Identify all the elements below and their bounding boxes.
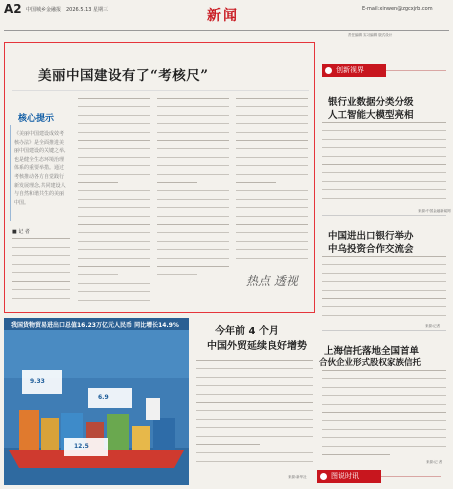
story-2-source: 来源:记者: [425, 324, 441, 328]
body-text-line: [157, 199, 229, 200]
trade-infographic: [4, 318, 189, 485]
section-title: 新闻: [207, 8, 239, 24]
contact-email: E-mail:xinwen@zgcxjrb.com: [362, 6, 433, 12]
body-text-line: [78, 165, 150, 166]
body-text-line: [236, 148, 308, 149]
body-text-line: [157, 274, 197, 275]
body-text-line: [196, 402, 313, 403]
body-text-line: [78, 123, 150, 124]
body-text-line: [78, 106, 150, 107]
body-text-line: [157, 258, 229, 259]
body-text-line: [322, 420, 446, 421]
story-divider: [322, 215, 446, 216]
body-text-line: [12, 272, 70, 273]
story-3-headline-2: 合伙企业形式股权家族信托: [319, 358, 422, 368]
body-text-line: [157, 174, 229, 175]
body-text-line: [236, 123, 308, 124]
body-text-line: [157, 241, 229, 242]
body-text-line: [157, 165, 229, 166]
body-text-line: [157, 123, 229, 124]
body-text-line: [236, 132, 308, 133]
body-text-line: [322, 454, 390, 455]
body-text-line: [236, 165, 308, 166]
body-text-line: [78, 216, 150, 217]
body-text-line: [236, 174, 308, 175]
body-text-line: [78, 300, 150, 301]
editors-line: 责任编辑 实习编辑 版式设计: [348, 33, 393, 37]
infographic-title: 我国货物贸易进出口总值16.23万亿元人民币 同比增长14.9%: [11, 322, 179, 329]
story-1-headline-1: 银行业数据分类分级: [328, 97, 414, 108]
story-3-source: 来源:记 者: [426, 460, 443, 464]
body-text-line: [322, 404, 446, 405]
body-text-line: [236, 106, 308, 107]
body-text-line: [236, 157, 308, 158]
bullet-icon: [325, 67, 332, 74]
photo-news-tag: [317, 470, 449, 483]
paper-date: 2026.5.13 星期三: [66, 7, 109, 13]
body-text-line: [322, 156, 446, 157]
body-text-line: [157, 148, 229, 149]
infographic-value-3: 12.5: [74, 443, 89, 450]
body-text-line: [236, 258, 308, 259]
story-1-source: 来源:中国金融新闻网: [418, 209, 451, 213]
body-text-line: [322, 395, 446, 396]
infographic-value-1: 9.33: [30, 378, 45, 385]
body-text-line: [322, 130, 446, 131]
body-text-line: [78, 98, 150, 99]
body-text-line: [236, 232, 308, 233]
body-text-line: [157, 132, 229, 133]
hot-topic-stamp: 热点 透视: [246, 274, 298, 288]
body-text-line: [157, 98, 229, 99]
body-text-line: [196, 427, 313, 428]
body-text-line: [322, 437, 446, 438]
body-text-line: [12, 264, 70, 265]
bottom-headline-2: 中国外贸延续良好增势: [207, 341, 307, 352]
body-text-line: [78, 232, 150, 233]
body-text-line: [322, 181, 446, 182]
masthead: [0, 0, 453, 38]
body-text-line: [322, 172, 446, 173]
body-text-line: [196, 452, 313, 453]
innovation-tag: [322, 64, 446, 77]
body-text-line: [157, 157, 229, 158]
body-text-line: [196, 461, 313, 462]
body-text-line: [322, 315, 446, 316]
body-text-line: [157, 216, 229, 217]
core-tip-heading: [12, 110, 70, 124]
body-text-line: [236, 199, 308, 200]
body-text-line: [322, 412, 446, 413]
body-text-line: [322, 387, 446, 388]
body-text-line: [157, 249, 229, 250]
body-text-line: [196, 419, 313, 420]
tag-badge: [317, 470, 381, 483]
body-text-line: [236, 98, 308, 99]
body-text-line: [322, 139, 446, 140]
body-text-line: [12, 238, 70, 239]
body-text-line: [236, 224, 308, 225]
body-text-line: [322, 429, 446, 430]
bottom-headline-1: 今年前 4 个月: [215, 326, 279, 337]
body-text-line: [196, 360, 313, 361]
body-text-line: [196, 444, 260, 445]
body-text-line: [157, 232, 229, 233]
body-text-line: [322, 256, 446, 257]
bottom-article-source: 来源:新华社: [288, 475, 307, 479]
tag-label: 创新视界: [336, 66, 364, 74]
body-text-line: [322, 306, 446, 307]
body-text-line: [78, 157, 150, 158]
body-text-line: [322, 298, 446, 299]
body-text-line: [12, 298, 70, 299]
body-text-line: [322, 164, 446, 165]
body-text-line: [78, 249, 150, 250]
body-text-line: [196, 410, 313, 411]
bullet-icon: [320, 473, 327, 480]
body-text-line: [157, 140, 229, 141]
body-text-line: [78, 274, 118, 275]
body-text-line: [157, 115, 229, 116]
story-1-headline-2: 人工智能大模型亮相: [328, 110, 414, 121]
story-divider: [322, 330, 446, 331]
body-text-line: [322, 290, 446, 291]
body-text-line: [78, 190, 150, 191]
body-text-line: [196, 377, 313, 378]
body-text-line: [157, 207, 229, 208]
body-text-line: [236, 207, 308, 208]
body-text-line: [157, 190, 229, 191]
body-text-line: [196, 385, 313, 386]
body-text-line: [78, 148, 150, 149]
body-text-line: [322, 446, 446, 447]
body-text-line: [78, 207, 150, 208]
body-text-line: [78, 115, 150, 116]
byline: ■ 记 者: [12, 229, 30, 235]
body-text-line: [12, 255, 70, 256]
body-text-line: [157, 224, 229, 225]
infographic-value-2: 6.9: [98, 394, 109, 401]
body-text-line: [78, 182, 118, 183]
core-tip-text: 《美丽中国建设成效考核办法》是全面推进美丽中国建设的关键之举,也是健全生态环境治理体系的重要举措。通过考核推动各方自觉践行新发展理念,共同建设人与自然和谐共生的美丽中国。: [14, 131, 66, 206]
body-text-line: [322, 281, 446, 282]
body-text-line: [157, 182, 197, 183]
container-ship-illustration: [4, 318, 189, 485]
body-text-line: [236, 182, 276, 183]
body-text-line: [322, 378, 446, 379]
body-text-line: [78, 140, 150, 141]
body-text-line: [236, 249, 308, 250]
body-text-line: [322, 273, 446, 274]
body-text-line: [78, 258, 150, 259]
core-tip-label: 核心提示: [18, 114, 55, 124]
story-2-headline-2: 中乌投资合作交流会: [328, 244, 414, 255]
body-text-line: [78, 224, 150, 225]
body-text-line: [196, 394, 313, 395]
body-text-line: [78, 241, 150, 242]
body-text-line: [12, 281, 70, 282]
headline-rule: [12, 90, 309, 91]
body-text-line: [157, 266, 229, 267]
body-text-line: [236, 241, 308, 242]
body-text-line: [78, 174, 150, 175]
body-text-line: [78, 266, 150, 267]
header-rule: [4, 30, 449, 31]
story-2-headline-1: 中国进出口银行举办: [328, 231, 414, 242]
body-text-line: [322, 189, 446, 190]
body-text-line: [78, 132, 150, 133]
body-text-line: [196, 436, 313, 437]
body-text-line: [78, 291, 150, 292]
tag-badge: [322, 64, 386, 77]
paper-name: 中国城乡金融报: [26, 7, 62, 13]
body-text-line: [236, 190, 308, 191]
body-text-line: [322, 147, 446, 148]
page-number: A2: [4, 2, 22, 16]
body-text-line: [12, 247, 70, 248]
body-text-line: [236, 216, 308, 217]
body-text-line: [322, 198, 446, 199]
main-headline: 美丽中国建设有了“考核尺”: [38, 68, 209, 84]
body-text-line: [322, 122, 446, 123]
body-text-line: [78, 199, 150, 200]
body-text-line: [157, 106, 229, 107]
body-text-line: [322, 264, 446, 265]
body-text-line: [236, 115, 308, 116]
story-3-headline-1: 上海信托落地全国首单: [324, 346, 420, 357]
body-text-line: [12, 289, 70, 290]
photo-news-label: 图说时讯: [331, 472, 359, 480]
body-text-line: [78, 283, 150, 284]
body-text-line: [236, 140, 308, 141]
body-text-line: [196, 368, 313, 369]
body-text-line: [322, 370, 446, 371]
